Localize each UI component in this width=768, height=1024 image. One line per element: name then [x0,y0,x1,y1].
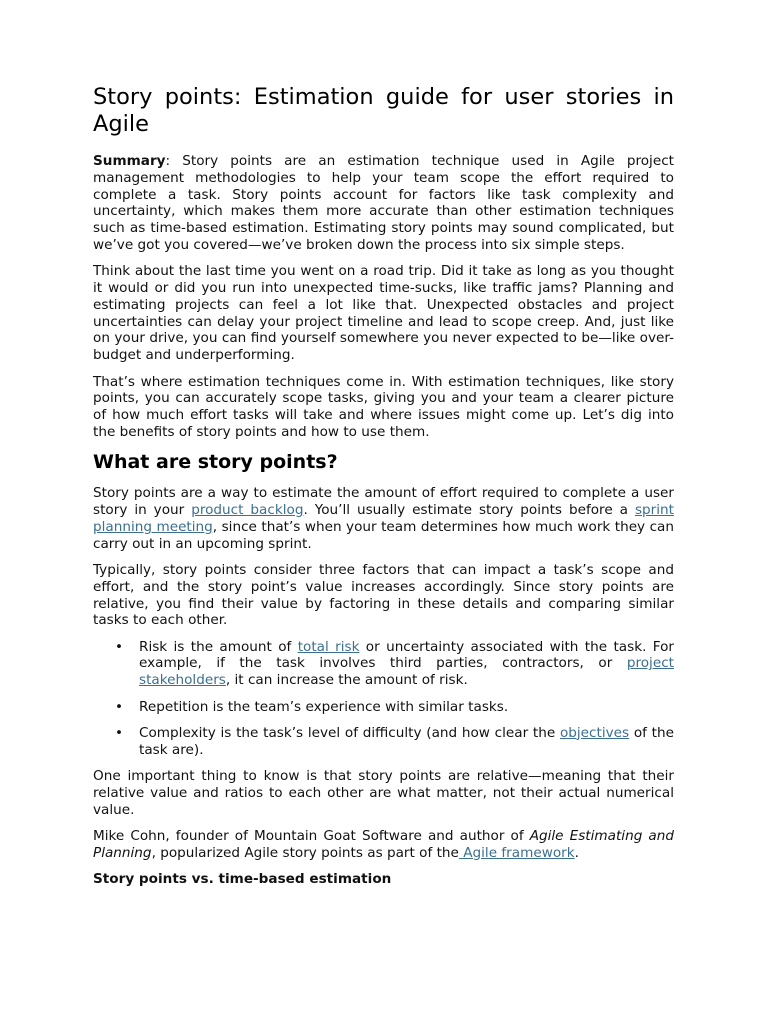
link-sprint-planning-meeting[interactable]: sprint planning meeting [93,502,674,535]
list-item-complexity [115,724,674,759]
paragraph-mike-cohn [93,828,674,862]
subheading-story-points-vs-time: Story points vs. time-based estimation [93,870,392,887]
link-total-risk[interactable]: total risk [297,638,360,655]
text-span: Complexity is the task’s level of difficulty (and how clear the [139,724,560,741]
text-span: , popularized Agile story points as part of the [151,844,459,861]
bullet-icon: • [115,638,124,655]
text-span: or uncertainty associated with the task. For example, if the task involves third parties, contractors, or [139,638,674,672]
intro-paragraph-road-trip: Think about the last time you went on a road trip. Did it take as long as you thought it would or did you run into unexpected time-sucks, like traffic jams? Planning and estimating projects can feel a lot like that. Unexpected obstacles and project uncertainties can delay your project timeline and lead to scope creep. And, just like on your drive, you can find yourself somewhere you never expected to be—like over-budget and underperforming. [93,263,674,364]
text-span: . [574,844,579,861]
link-product-backlog[interactable]: product backlog [191,502,304,519]
summary-label: Summary [93,153,166,169]
text-span: . You’ll usually estimate story points before a [303,502,635,519]
paragraph-three-factors: Typically, story points consider three factors that can impact a task’s scope and effort, and the story point’s value increases accordingly. Since story points are relative, you find their value by factoring in these details and comparing similar tasks to each other. [93,561,674,629]
text-span: , since that’s when your team determines how much work they can carry out in an upcoming sprint. [93,518,675,552]
link-objectives[interactable]: objectives [559,724,630,741]
text-span: Risk is the amount of [139,638,298,655]
link-agile-framework[interactable]: Agile framework [458,844,575,861]
page-title: Story points: Estimation guide for user stories in Agile [93,84,674,137]
text-span: Repetition is the team’s experience with similar tasks. [139,698,509,715]
text-span: Mike Cohn, founder of Mountain Goat Software and author of [93,827,530,844]
text-span: , it can increase the amount of risk. [225,672,468,689]
paragraph-story-points-definition [93,485,674,552]
book-title: Agile Estimating and Planning [93,827,674,861]
document-page [93,84,674,897]
section-heading-what-are-story-points: What are story points? [93,451,338,474]
list-item-repetition [115,698,674,716]
factor-list [93,639,674,759]
paragraph-relative-value: One important thing to know is that story points are relative—meaning that their relative value and ratios to each other are what matter, not their actual numerical value. [93,767,674,818]
summary-text: : Story points are an estimation technique used in Agile project management methodologies to help your team scope the effort required to complete a task. Story points account for factors like task complexity and uncertainty, which makes them more accurate than other estimation techniques such as time-based estimation. Estimating story points may sound complicated, but we’ve got you covered—we’ve broken down the process into six simple steps. [93,153,674,253]
bullet-icon: • [115,724,124,741]
summary-paragraph [93,153,674,254]
link-project-stakeholders[interactable]: project stakeholders [139,655,674,689]
bullet-icon: • [115,698,124,715]
intro-paragraph-estimation: That’s where estimation techniques come in. With estimation techniques, like story points, you can accurately scope tasks, giving you and your team a clearer picture of how much effort tasks will take and where issues might come up. Let’s dig into the benefits of story points and how to use them. [93,373,674,440]
text-span: Story points are a way to estimate the amount of effort required to complete a user story in your [93,485,674,519]
text-span: of the task are). [139,724,674,758]
list-item-risk [115,638,674,689]
